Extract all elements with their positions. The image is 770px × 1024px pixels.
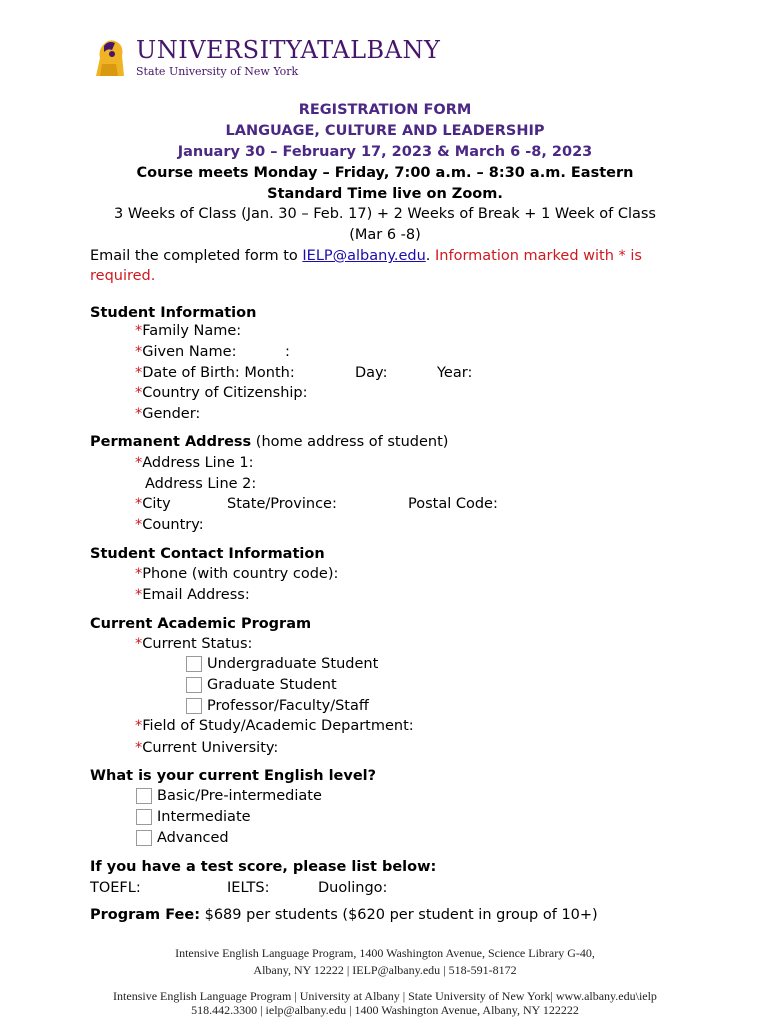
checkbox[interactable] xyxy=(186,677,202,693)
country-label: *Country: xyxy=(135,517,204,533)
program-title: LANGUAGE, CULTURE AND LEADERSHIP xyxy=(225,123,545,139)
footer-line-4: 518.442.3300 | ielp@albany.edu | 1400 Washington Avenue, Albany, NY 122222 xyxy=(191,1003,579,1017)
minerva-logo-icon xyxy=(90,36,128,78)
schedule-line-2: Standard Time live on Zoom. xyxy=(267,186,503,202)
required-note: Information marked with * is xyxy=(435,248,642,264)
address-heading: Permanent Address (home address of student) xyxy=(90,434,449,450)
footer-line-1: Intensive English Language Program, 1400 Washington Avenue, Science Library G-40, xyxy=(175,946,595,960)
program-dates: January 30 – February 17, 2023 & March 6 -8, 2023 xyxy=(177,144,593,160)
state-label: State/Province: xyxy=(227,496,337,512)
weeks-line-1: 3 Weeks of Class (Jan. 30 – Feb. 17) + 2 Weeks of Break + 1 Week of Class xyxy=(114,206,656,222)
logo-subtitle: State University of New York xyxy=(136,65,299,78)
weeks-line-2: (Mar 6 -8) xyxy=(349,227,421,243)
english-option-advanced[interactable]: Advanced xyxy=(136,830,229,846)
test-score-heading: If you have a test score, please list below: xyxy=(90,859,437,875)
phone-label: *Phone (with country code): xyxy=(135,566,339,582)
status-option-graduate[interactable]: Graduate Student xyxy=(186,677,337,693)
city-label: *City xyxy=(135,496,171,512)
citizenship-label: *Country of Citizenship: xyxy=(135,385,308,401)
gender-label: *Gender: xyxy=(135,406,201,422)
checkbox[interactable] xyxy=(136,809,152,825)
english-option-intermediate[interactable]: Intermediate xyxy=(136,809,251,825)
academic-heading: Current Academic Program xyxy=(90,616,312,632)
toefl-label: TOEFL: xyxy=(90,880,141,896)
checkbox[interactable] xyxy=(136,788,152,804)
program-fee: Program Fee: $689 per students ($620 per student in group of 10+) xyxy=(90,907,598,923)
family-name-label: *Family Name: xyxy=(135,323,242,339)
address-line2-label: Address Line 2: xyxy=(145,476,257,492)
logo-wordmark: UNIVERSITYATALBANY xyxy=(136,36,441,64)
address-line1-label: *Address Line 1: xyxy=(135,455,254,471)
university-logo xyxy=(90,36,441,80)
email-label: *Email Address: xyxy=(135,587,250,603)
ielp-email-link[interactable]: IELP@albany.edu xyxy=(302,248,426,264)
checkbox[interactable] xyxy=(186,698,202,714)
given-name-colon: : xyxy=(285,344,290,360)
dob-month-label: *Date of Birth: Month: xyxy=(135,365,295,381)
footer-line-3: Intensive English Language Program | University at Albany | State University of New York| www.albany.edu\ielp xyxy=(113,989,657,1003)
status-option-undergraduate[interactable]: Undergraduate Student xyxy=(186,656,378,672)
english-option-basic[interactable]: Basic/Pre-intermediate xyxy=(136,788,322,804)
checkbox[interactable] xyxy=(186,656,202,672)
dob-day-label: Day: xyxy=(355,365,388,381)
status-option-faculty[interactable]: Professor/Faculty/Staff xyxy=(186,698,369,714)
footer-line-2: Albany, NY 12222 | IELP@albany.edu | 518-591-8172 xyxy=(253,963,517,977)
current-university-label: *Current University: xyxy=(135,740,279,756)
checkbox[interactable] xyxy=(136,830,152,846)
ielts-label: IELTS: xyxy=(227,880,270,896)
email-instruction: Email the completed form to IELP@albany.edu. Information marked with * is xyxy=(90,248,642,264)
given-name-label: *Given Name: xyxy=(135,344,237,360)
student-info-heading: Student Information xyxy=(90,305,257,321)
required-note-cont: required. xyxy=(90,268,156,284)
english-level-heading: What is your current English level? xyxy=(90,768,377,784)
form-title: REGISTRATION FORM xyxy=(298,102,472,118)
postal-code-label: Postal Code: xyxy=(408,496,498,512)
contact-heading: Student Contact Information xyxy=(90,546,325,562)
duolingo-label: Duolingo: xyxy=(318,880,388,896)
field-of-study-label: *Field of Study/Academic Department: xyxy=(135,718,414,734)
dob-year-label: Year: xyxy=(437,365,473,381)
current-status-label: *Current Status: xyxy=(135,636,253,652)
schedule-line-1: Course meets Monday – Friday, 7:00 a.m. – 8:30 a.m. Eastern xyxy=(136,165,634,181)
